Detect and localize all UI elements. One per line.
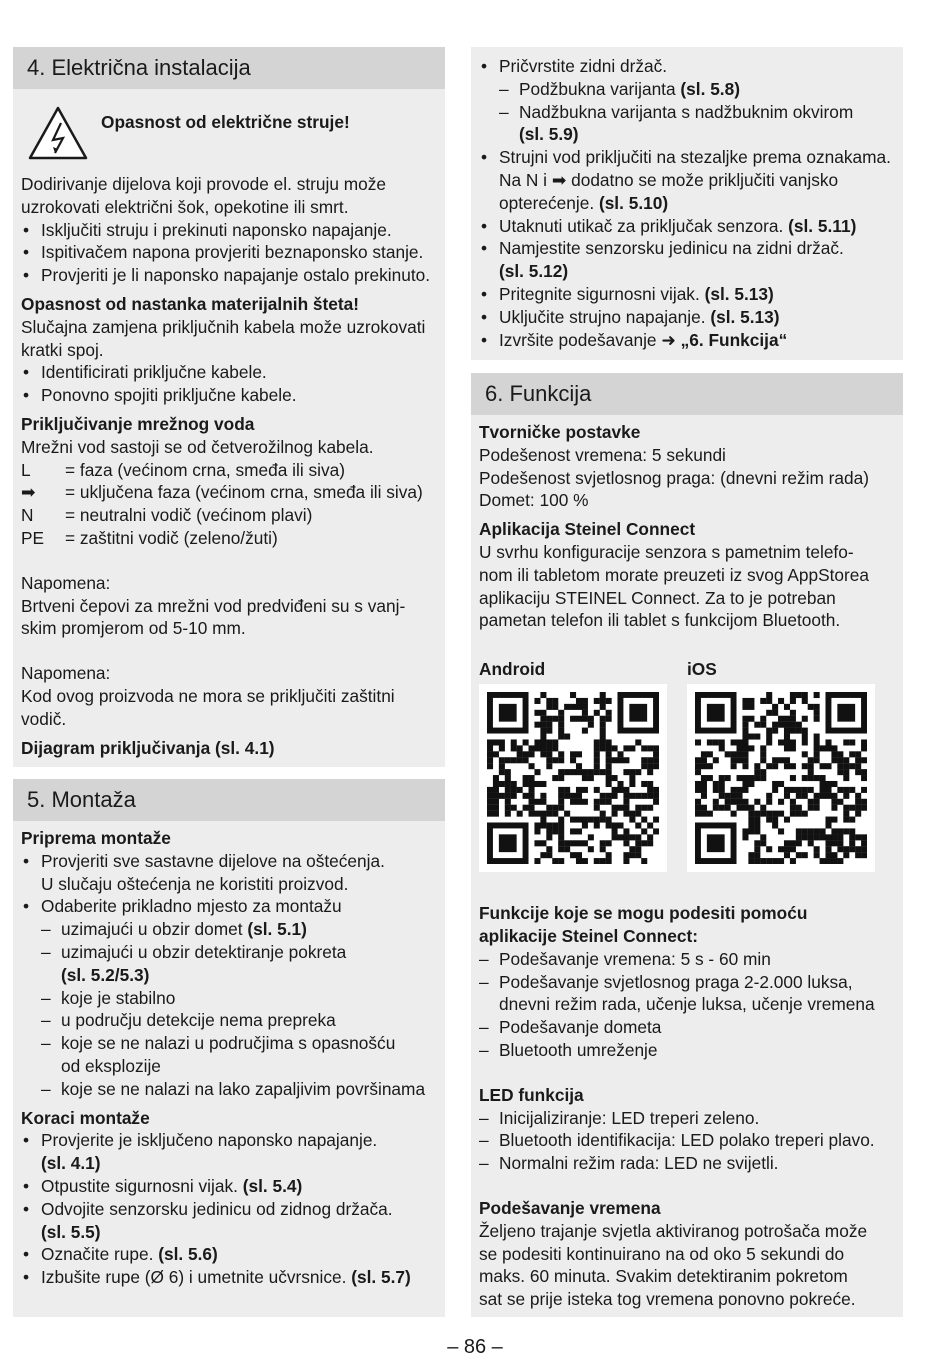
text-line: Kod ovog proizvoda ne mora se priključiti zaštitni — [21, 685, 395, 706]
section-6-panel — [471, 373, 903, 1317]
sub-item: – koje je stabilno — [41, 987, 437, 1010]
list-item: • Ispitivačem napona provjeriti beznaponsko stanje. — [21, 241, 437, 264]
high-voltage-warning-icon — [27, 105, 89, 161]
list-item: – Podešavanje dometa — [479, 1016, 895, 1039]
list-item: • Provjerite je isključeno naponsko napajanje. (sl. 4.1) — [21, 1129, 437, 1175]
subheading: Podešavanje vremena — [479, 1197, 661, 1218]
sub-item: – uzimajući u obzir domet (sl. 5.1) — [41, 918, 437, 941]
conductor-key: L — [21, 459, 31, 480]
note-label: Napomena: — [21, 572, 111, 593]
table-row — [21, 527, 423, 550]
intro-line: Dodirivanje dijelova koji provode el. struju može — [21, 174, 387, 194]
page-number: – 86 – — [447, 1336, 503, 1358]
subheading: Priprema montaže — [21, 828, 171, 848]
subheading: Funkcije koje se mogu podesiti pomoću — [479, 903, 808, 924]
list-item: • Isključiti struju i prekinuti naponsko napajanje. — [21, 219, 437, 242]
text-line: Mrežni vod sastoji se od četverožilnog kabela. — [21, 436, 374, 457]
sub-item: – koje se ne nalazi na lako zapaljivim površinama — [41, 1078, 437, 1101]
list-item: • Ponovno spojiti priključne kabele. — [21, 384, 437, 407]
ios-label: iOS — [687, 659, 717, 680]
sub-item: – Nadžbukna varijanta s nadžbuknim okvirom (sl. 5.9) — [499, 101, 895, 147]
conductor-key: ➡ — [21, 482, 36, 503]
sub-item: – Podžbukna varijanta (sl. 5.8) — [499, 78, 895, 101]
subheading: Aplikacija Steinel Connect — [479, 519, 696, 540]
text-line: se podesiti kontinuirano na od oko 5 sekundi do — [479, 1243, 845, 1264]
text-line: vodič. — [21, 708, 67, 729]
android-label: Android — [479, 659, 546, 680]
list-item: • Odaberite prikladno mjesto za montažu – uzimajući u obzir domet (sl. 5.1) – uzimajući u obzir detektiranje pokreta (sl. 5.2/5.3) – koje je stabilno – u području detekcije nema prepreka – koje se ne nalazi u područjima s opasnošću od eksplozije – koje se ne nalazi na lako zapaljivim površinama — [21, 895, 437, 1100]
subheading: aplikacije Steinel Connect: — [479, 925, 698, 946]
conductor-desc: = uključena faza (većinom crna, smeđa ili siva) — [65, 482, 423, 503]
list-item: • Označite rupe. (sl. 5.6) — [21, 1243, 437, 1266]
section-4-panel — [13, 47, 445, 767]
table-row — [21, 459, 423, 482]
text-line: sat se prije isteka tog vremena ponovno pokreće. — [479, 1289, 856, 1310]
list-item: • Strujni vod priključiti na stezaljke prema oznakama. Na N i ➡ dodatno se može priključiti vanjsko opterećenje. (sl. 5.10) — [479, 146, 895, 214]
subheading: Priključivanje mrežnog voda — [21, 413, 255, 434]
text-line: pametan telefon ili tablet s funkcijom Bluetooth. — [479, 610, 841, 631]
text-line: maks. 60 minuta. Svakim detektiranim pokretom — [479, 1266, 848, 1287]
list-item: • Izvršite podešavanje ➜ „6. Funkcija“ — [479, 329, 895, 352]
list-item: • Pritegnite sigurnosni vijak. (sl. 5.13) — [479, 283, 895, 306]
text-line: Domet: 100 % — [479, 490, 589, 511]
list-item: • Izbušite rupe (Ø 6) i umetnite učvrsnice. (sl. 5.7) — [21, 1266, 437, 1289]
subheading: Koraci montaže — [21, 1107, 150, 1128]
text-line: kratki spoj. — [21, 339, 104, 360]
list-item: – Bluetooth identifikacija: LED polako treperi plavo. — [479, 1129, 895, 1152]
text-line: Podešenost svjetlosnog praga: (dnevni režim rada) — [479, 467, 870, 488]
list-item: • Namjestite senzorsku jedinicu na zidni držač. (sl. 5.12) — [479, 237, 895, 283]
list-item: – Bluetooth umreženje — [479, 1039, 895, 1062]
qr-code-icon — [487, 692, 659, 864]
list-item: • Uključite strujno napajanje. (sl. 5.13) — [479, 306, 895, 329]
list-item: • Pričvrstite zidni držač. – Podžbukna varijanta (sl. 5.8) – Nadžbukna varijanta s nadžbuknim okvirom (sl. 5.9) — [479, 55, 895, 146]
list-item: • Provjeriti sve sastavne dijelove na oštećenja. U slučaju oštećenja ne koristiti proizvod. — [21, 850, 437, 896]
section-6-title: 6. Funkcija — [471, 373, 903, 415]
list-item: – Normalni režim rada: LED ne svijetli. — [479, 1152, 895, 1175]
android-qr-code[interactable] — [479, 684, 667, 872]
subheading: Tvorničke postavke — [479, 422, 641, 442]
list-item: • Otpustite sigurnosni vijak. (sl. 5.4) — [21, 1175, 437, 1198]
table-row — [21, 481, 423, 504]
text-line: Željeno trajanje svjetla aktiviranog potrošača može — [479, 1220, 868, 1241]
conductor-desc: = zaštitni vodič (zeleno/žuti) — [65, 527, 278, 548]
list-item: • Utaknuti utikač za priključak senzora. (sl. 5.11) — [479, 215, 895, 238]
list-item: – Podešavanje svjetlosnog praga 2-2.000 luksa, dnevni režim rada, učenje luksa, učenje vremena — [479, 971, 895, 1017]
list-item: – Podešavanje vremena: 5 s - 60 min — [479, 948, 895, 971]
table-row — [21, 504, 423, 527]
qr-code-icon — [695, 692, 867, 864]
diagram-reference: Dijagram priključivanja (sl. 4.1) — [21, 737, 275, 758]
section-4-title: 4. Električna instalacija — [13, 47, 445, 89]
section-5-title: 5. Montaža — [13, 779, 445, 821]
list-item: • Identificirati priključne kabele. — [21, 361, 437, 384]
conductor-table — [21, 459, 423, 550]
electric-warning — [21, 105, 437, 171]
list-item: • Odvojite senzorsku jedinicu od zidnog držača. (sl. 5.5) — [21, 1198, 437, 1244]
conductor-key: N — [21, 505, 34, 526]
sub-item: – u području detekcije nema prepreka — [41, 1009, 437, 1032]
section-5-continued-panel — [471, 47, 903, 360]
conductor-desc: = neutralni vodič (većinom plavi) — [65, 505, 313, 526]
text-line: skim promjerom od 5-10 mm. — [21, 618, 246, 639]
text-line: nom ili tabletom morate preuzeti iz svog AppStorea — [479, 564, 869, 585]
intro-line: uzrokovati električni šok, opekotine ili smrt. — [21, 196, 349, 217]
sub-item: – koje se ne nalazi u područjima s opasnošću od eksplozije — [41, 1032, 437, 1078]
conductor-key: PE — [21, 527, 45, 548]
text-line: Podešenost vremena: 5 sekundi — [479, 444, 726, 465]
subheading: LED funkcija — [479, 1084, 584, 1105]
warning-title: Opasnost od električne struje! — [101, 112, 350, 132]
subheading: Opasnost od nastanka materijalnih šteta! — [21, 293, 360, 314]
text-line: U svrhu konfiguracije senzora s pametnim telefo- — [479, 541, 854, 562]
list-item: • Provjeriti je li naponsko napajanje ostalo prekinuto. — [21, 264, 437, 287]
note-label: Napomena: — [21, 663, 111, 684]
section-5-panel — [13, 779, 445, 1317]
text-line: Brtveni čepovi za mrežni vod predviđeni su s vanj- — [21, 595, 406, 616]
text-line: Slučajna zamjena priključnih kabela može uzrokovati — [21, 316, 426, 337]
conductor-desc: = faza (većinom crna, smeđa ili siva) — [65, 459, 345, 480]
text-line: aplikaciju STEINEL Connect. Za to je potreban — [479, 587, 836, 608]
list-item: – Inicijaliziranje: LED treperi zeleno. — [479, 1107, 895, 1130]
ios-qr-code[interactable] — [687, 684, 875, 872]
sub-item: – uzimajući u obzir detektiranje pokreta (sl. 5.2/5.3) — [41, 941, 437, 987]
